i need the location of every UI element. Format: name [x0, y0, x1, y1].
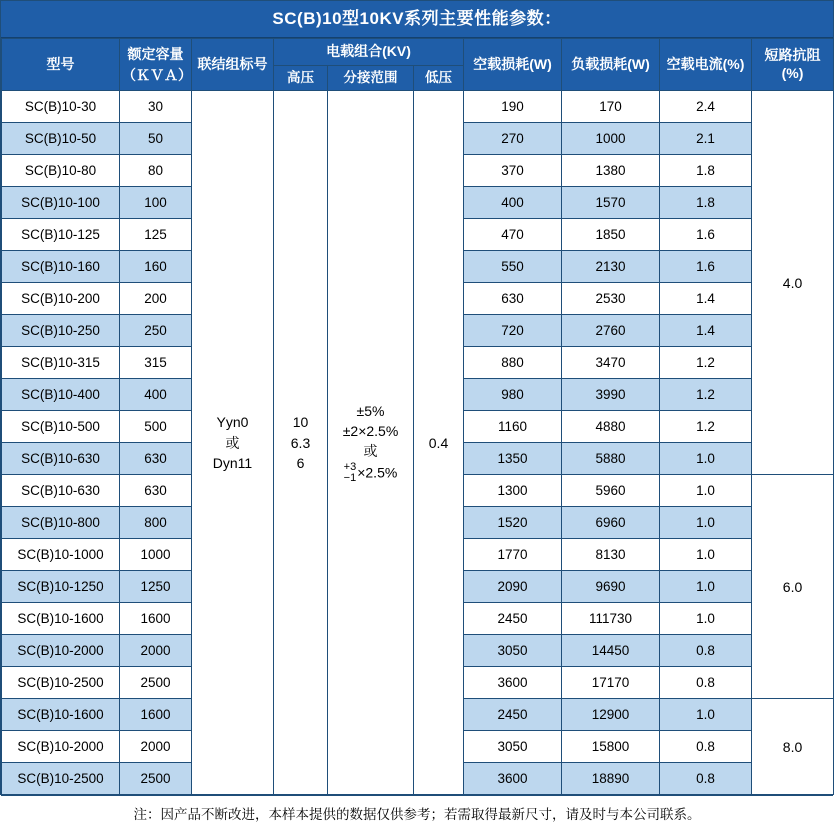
cell-load-loss: 1380	[562, 155, 660, 187]
table-header	[2, 39, 834, 91]
cell-load-loss: 3470	[562, 347, 660, 379]
hv-line-1: 10	[292, 414, 309, 431]
cell-model: SC(B)10-1000	[2, 539, 120, 571]
cell-capacity: 2000	[120, 635, 192, 667]
cell-model: SC(B)10-630	[2, 443, 120, 475]
cell-no-load-current: 1.6	[660, 219, 752, 251]
col-tap-range: 分接范围	[328, 65, 414, 91]
cell-capacity: 315	[120, 347, 192, 379]
spec-table	[1, 38, 834, 795]
connection-line-2: 或	[225, 434, 240, 451]
cell-capacity: 630	[120, 475, 192, 507]
cell-capacity: 630	[120, 443, 192, 475]
cell-no-load-current: 0.8	[660, 763, 752, 795]
cell-load-loss: 15800	[562, 731, 660, 763]
cell-capacity: 1600	[120, 603, 192, 635]
cell-no-load-current: 1.4	[660, 283, 752, 315]
cell-load-loss: 8130	[562, 539, 660, 571]
cell-capacity: 2000	[120, 731, 192, 763]
cell-no-load-loss: 370	[464, 155, 562, 187]
cell-no-load-current: 1.0	[660, 475, 752, 507]
cell-no-load-loss: 400	[464, 187, 562, 219]
cell-model: SC(B)10-800	[2, 507, 120, 539]
cell-no-load-current: 0.8	[660, 731, 752, 763]
cell-no-load-current: 1.2	[660, 347, 752, 379]
cell-model: SC(B)10-2500	[2, 667, 120, 699]
hv-line-2: 6.3	[290, 434, 311, 451]
cell-load-loss: 6960	[562, 507, 660, 539]
cell-capacity: 2500	[120, 763, 192, 795]
cell-no-load-current: 2.4	[660, 91, 752, 123]
header-row-1	[2, 39, 834, 66]
cell-model: SC(B)10-250	[2, 315, 120, 347]
col-hv: 高压	[274, 65, 328, 91]
cell-no-load-current: 1.0	[660, 699, 752, 731]
cell-no-load-loss: 470	[464, 219, 562, 251]
cell-capacity: 400	[120, 379, 192, 411]
tap-fraction	[344, 462, 357, 485]
cell-hv-merged	[274, 91, 328, 795]
footer-note: 注：因产品不断改进，本样本提供的数据仅供参考；若需取得最新尺寸，请及时与本公司联系。	[1, 795, 833, 830]
table-body	[2, 91, 834, 795]
cell-model: SC(B)10-80	[2, 155, 120, 187]
col-no-load-loss: 空载损耗(W)	[464, 39, 562, 91]
cell-capacity: 50	[120, 123, 192, 155]
cell-load-loss: 170	[562, 91, 660, 123]
cell-no-load-current: 1.8	[660, 187, 752, 219]
cell-no-load-loss: 2450	[464, 699, 562, 731]
col-impedance: 短路抗阻(%)	[752, 39, 834, 91]
cell-no-load-current: 1.0	[660, 507, 752, 539]
col-load-loss: 负载损耗(W)	[562, 39, 660, 91]
cell-no-load-loss: 2090	[464, 571, 562, 603]
cell-no-load-current: 0.8	[660, 667, 752, 699]
cell-capacity: 500	[120, 411, 192, 443]
cell-no-load-loss: 1770	[464, 539, 562, 571]
cell-load-loss: 17170	[562, 667, 660, 699]
connection-line-3: Dyn11	[212, 455, 253, 472]
cell-model: SC(B)10-100	[2, 187, 120, 219]
cell-load-loss: 9690	[562, 571, 660, 603]
cell-capacity: 800	[120, 507, 192, 539]
cell-load-loss: 111730	[562, 603, 660, 635]
tap-fraction-tail: ×2.5%	[357, 464, 398, 481]
cell-capacity: 1600	[120, 699, 192, 731]
cell-connection-merged	[192, 91, 274, 795]
cell-lv-merged: 0.4	[414, 91, 464, 795]
cell-no-load-current: 1.0	[660, 571, 752, 603]
tap-fraction-num: +3	[343, 460, 357, 473]
cell-impedance-group-3: 8.0	[752, 699, 834, 795]
cell-load-loss: 1850	[562, 219, 660, 251]
cell-capacity: 125	[120, 219, 192, 251]
cell-no-load-current: 1.4	[660, 315, 752, 347]
hv-line-3: 6	[296, 455, 305, 472]
cell-capacity: 160	[120, 251, 192, 283]
cell-capacity: 2500	[120, 667, 192, 699]
tap-line-1: ±5%	[356, 402, 385, 419]
cell-no-load-loss: 270	[464, 123, 562, 155]
cell-no-load-current: 1.0	[660, 443, 752, 475]
cell-load-loss: 18890	[562, 763, 660, 795]
cell-capacity: 80	[120, 155, 192, 187]
page-title: SC(B)10型10KV系列主要性能参数：	[1, 1, 833, 38]
cell-no-load-loss: 3050	[464, 635, 562, 667]
cell-capacity: 250	[120, 315, 192, 347]
cell-impedance-group-1: 4.0	[752, 91, 834, 475]
cell-no-load-loss: 630	[464, 283, 562, 315]
cell-model: SC(B)10-630	[2, 475, 120, 507]
col-capacity-line1: 额定容量	[127, 46, 184, 63]
tap-line-3: 或	[363, 443, 378, 460]
col-voltage-group: 电载组合(KV)	[274, 39, 464, 66]
cell-no-load-loss: 550	[464, 251, 562, 283]
cell-load-loss: 5880	[562, 443, 660, 475]
cell-model: SC(B)10-2500	[2, 763, 120, 795]
cell-no-load-loss: 3600	[464, 763, 562, 795]
cell-model: SC(B)10-500	[2, 411, 120, 443]
cell-no-load-loss: 720	[464, 315, 562, 347]
cell-load-loss: 4880	[562, 411, 660, 443]
cell-no-load-current: 1.2	[660, 411, 752, 443]
cell-load-loss: 1000	[562, 123, 660, 155]
cell-load-loss: 14450	[562, 635, 660, 667]
cell-load-loss: 1570	[562, 187, 660, 219]
cell-no-load-current: 1.2	[660, 379, 752, 411]
cell-model: SC(B)10-1600	[2, 603, 120, 635]
cell-model: SC(B)10-2000	[2, 731, 120, 763]
tap-fraction-den: −1	[343, 472, 357, 485]
cell-model: SC(B)10-400	[2, 379, 120, 411]
connection-line-1: Yyn0	[216, 414, 249, 431]
tap-line-4	[344, 462, 398, 485]
cell-no-load-loss: 190	[464, 91, 562, 123]
cell-capacity: 200	[120, 283, 192, 315]
cell-model: SC(B)10-50	[2, 123, 120, 155]
cell-no-load-loss: 880	[464, 347, 562, 379]
tap-line-2: ±2×2.5%	[342, 423, 399, 440]
col-model: 型号	[2, 39, 120, 91]
cell-model: SC(B)10-2000	[2, 635, 120, 667]
table-row	[2, 91, 834, 123]
col-capacity	[120, 39, 192, 91]
cell-no-load-current: 1.0	[660, 603, 752, 635]
col-capacity-line2: （ＫＶＡ）	[122, 66, 192, 83]
cell-no-load-loss: 3050	[464, 731, 562, 763]
cell-model: SC(B)10-1600	[2, 699, 120, 731]
cell-no-load-loss: 2450	[464, 603, 562, 635]
cell-model: SC(B)10-125	[2, 219, 120, 251]
cell-capacity: 30	[120, 91, 192, 123]
cell-no-load-loss: 1300	[464, 475, 562, 507]
cell-no-load-current: 2.1	[660, 123, 752, 155]
cell-model: SC(B)10-200	[2, 283, 120, 315]
cell-model: SC(B)10-30	[2, 91, 120, 123]
cell-impedance-group-2: 6.0	[752, 475, 834, 699]
cell-load-loss: 2130	[562, 251, 660, 283]
col-connection: 联结组标号	[192, 39, 274, 91]
cell-no-load-current: 1.6	[660, 251, 752, 283]
cell-load-loss: 12900	[562, 699, 660, 731]
cell-load-loss: 2760	[562, 315, 660, 347]
col-no-load-current: 空载电流(%)	[660, 39, 752, 91]
cell-capacity: 1000	[120, 539, 192, 571]
cell-capacity: 1250	[120, 571, 192, 603]
cell-model: SC(B)10-1250	[2, 571, 120, 603]
cell-tap-range-merged	[328, 91, 414, 795]
cell-no-load-loss: 1350	[464, 443, 562, 475]
cell-no-load-current: 1.8	[660, 155, 752, 187]
cell-no-load-loss: 1160	[464, 411, 562, 443]
cell-no-load-current: 0.8	[660, 635, 752, 667]
cell-load-loss: 3990	[562, 379, 660, 411]
cell-no-load-current: 1.0	[660, 539, 752, 571]
cell-load-loss: 2530	[562, 283, 660, 315]
cell-capacity: 100	[120, 187, 192, 219]
cell-no-load-loss: 980	[464, 379, 562, 411]
cell-model: SC(B)10-315	[2, 347, 120, 379]
cell-load-loss: 5960	[562, 475, 660, 507]
col-lv: 低压	[414, 65, 464, 91]
cell-no-load-loss: 1520	[464, 507, 562, 539]
cell-model: SC(B)10-160	[2, 251, 120, 283]
cell-no-load-loss: 3600	[464, 667, 562, 699]
